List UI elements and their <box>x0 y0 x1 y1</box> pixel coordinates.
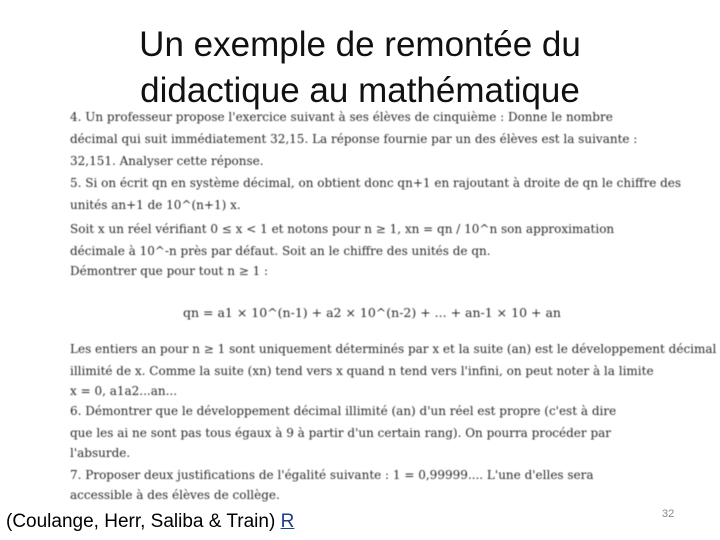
scan-line: illimité de x. Comme la suite (xn) tend vers x quand n tend vers l'infini, on peut noter à la limite <box>70 364 654 378</box>
scan-line: 6. Démontrer que le développement décimal illimité (an) d'un réel est propre (c'est à dire <box>70 404 617 418</box>
scan-line: décimale à 10^-n près par défaut. Soit an le chiffre des unités de qn. <box>70 244 491 258</box>
citation-text: (Coulange, Herr, Saliba & Train) <box>6 511 281 532</box>
scan-line: 4. Un professeur propose l'exercice suivant à ses élèves de cinquième : Donne le nombre <box>70 110 613 124</box>
scan-line: 5. Si on écrit qn en système décimal, on obtient donc qn+1 en rajoutant à droite de qn le chiffre des <box>70 176 682 190</box>
scan-line: Les entiers an pour n ≥ 1 sont uniquement déterminés par x et la suite (an) est le développement décimal <box>70 342 717 356</box>
scan-line: 32,151. Analyser cette réponse. <box>70 154 264 168</box>
scan-formula: qn = a1 × 10^(n-1) + a2 × 10^(n-2) + ... + an-1 × 10 + an <box>183 305 561 320</box>
scan-line: Démontrer que pour tout n ≥ 1 : <box>70 264 269 278</box>
scanned-exercise-text <box>70 110 717 505</box>
citation-caption <box>6 511 294 533</box>
scan-line: 7. Proposer deux justifications de l'égalité suivante : 1 = 0,99999.... L'une d'elles sera <box>70 468 594 482</box>
scan-line: unités an+1 de 10^(n+1) x. <box>70 198 241 212</box>
slide-title-line-1: Un exemple de remontée du <box>139 25 581 64</box>
page-number: 32 <box>662 508 675 520</box>
scan-line: décimal qui suit immédiatement 32,15. La réponse fournie par un des élèves est la suivante : <box>70 132 638 146</box>
scan-line: Soit x un réel vérifiant 0 ≤ x < 1 et notons pour n ≥ 1, xn = qn / 10^n son approximation <box>70 222 615 236</box>
slide-title <box>90 22 630 114</box>
scan-line: accessible à des élèves de collège. <box>70 488 280 502</box>
scan-line: que les ai ne sont pas tous égaux à 9 à partir d'un certain rang). On pourra procéder par <box>70 426 612 440</box>
scan-line: x = 0, a1a2...an... <box>70 384 178 398</box>
citation-link[interactable]: R <box>280 511 295 532</box>
slide-title-line-2: didactique au mathématique <box>140 71 580 110</box>
scan-line: l'absurde. <box>70 446 131 460</box>
